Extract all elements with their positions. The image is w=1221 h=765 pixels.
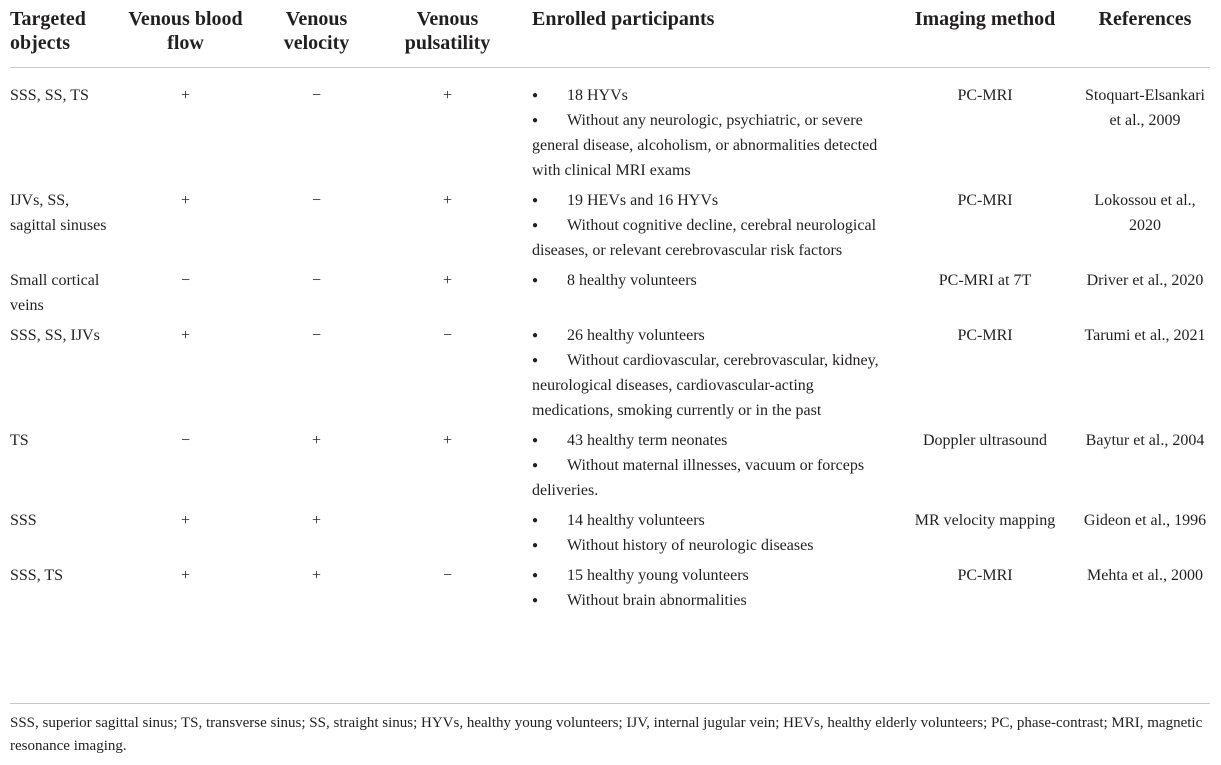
cell-enrolled-participants [520,188,890,268]
participant-bullet-item [532,188,890,213]
participant-text: Without history of neurologic diseases [567,537,814,554]
participant-text: 8 healthy volunteers [567,272,697,289]
cell-imaging-method: MR velocity mapping [914,512,1056,529]
cell-reference [1080,508,1210,563]
reference-year-link[interactable]: 2020 [1129,217,1161,234]
participant-text: Without maternal illnesses, vacuum or forceps deliveries. [532,457,865,499]
data-table [10,0,1210,625]
participant-bullet-item [532,108,890,183]
col-header-targeted-objects: Targeted objects [10,0,113,68]
cell-venous-pulsatility: + [442,87,453,104]
bullet-icon: ● [532,435,539,446]
bullet-icon: ● [532,115,539,126]
reference-authors-link[interactable]: Driver et al., [1086,272,1168,289]
bullet-icon: ● [532,355,539,366]
cell-targeted-objects: SSS, TS [10,567,64,584]
table-row [10,268,1210,323]
footnote-divider [10,703,1210,704]
reference-authors-link[interactable]: Mehta et al., [1087,567,1167,584]
col-header-imaging-method: Imaging method [890,0,1080,68]
reference-authors-link[interactable]: Stoquart-Elsankari et al., [1085,87,1205,129]
bullet-icon: ● [532,570,539,581]
cell-venous-pulsatility: − [442,327,453,344]
cell-venous-blood-flow: − [180,272,191,289]
cell-targeted-objects: SSS, SS, TS [10,87,89,104]
cell-venous-blood-flow: + [180,567,191,584]
cell-venous-blood-flow: − [180,432,191,449]
reference-authors-link[interactable]: Tarumi et al., [1084,327,1170,344]
table-body [10,68,1210,626]
cell-venous-pulsatility: + [442,192,453,209]
participant-bullet-item [532,83,890,108]
participant-bullet-item [532,508,890,533]
participant-text: 15 healthy young volunteers [567,567,749,584]
cell-reference [1080,428,1210,508]
col-header-venous-velocity: Venous velocity [258,0,375,68]
participant-bullet-item [532,563,890,588]
reference-year-link[interactable]: 2009 [1148,112,1181,129]
participant-text: 18 HYVs [567,87,628,104]
bullet-icon: ● [532,275,539,286]
cell-imaging-method: PC-MRI [957,327,1013,344]
participant-text: 14 healthy volunteers [567,512,705,529]
cell-targeted-objects: IJVs, SS, sagittal sinuses [10,192,107,234]
col-header-enrolled-participants: Enrolled participants [520,0,890,68]
cell-imaging-method: PC-MRI [957,567,1013,584]
cell-venous-velocity: − [311,87,322,104]
reference-year-link[interactable]: 1996 [1174,512,1207,529]
cell-venous-velocity: − [311,192,322,209]
cell-reference [1080,188,1210,268]
cell-imaging-method: Doppler ultrasound [923,432,1047,449]
cell-enrolled-participants [520,68,890,189]
reference-year-link[interactable]: 2020 [1171,272,1204,289]
reference-authors-link[interactable]: Baytur et al., [1085,432,1169,449]
reference-year-link[interactable]: 2004 [1172,432,1205,449]
cell-enrolled-participants [520,268,890,323]
cell-venous-blood-flow: + [180,192,191,209]
cell-enrolled-participants [520,323,890,428]
cell-imaging-method: PC-MRI [957,87,1013,104]
cell-targeted-objects: Small cortical veins [10,272,100,314]
cell-venous-velocity: − [311,327,322,344]
table-row [10,563,1210,625]
cell-venous-velocity: + [311,432,322,449]
table-row [10,188,1210,268]
cell-reference [1080,268,1210,323]
participant-text: 26 healthy volunteers [567,327,705,344]
cell-venous-velocity: + [311,567,322,584]
bullet-icon: ● [532,90,539,101]
cell-targeted-objects: SSS, SS, IJVs [10,327,100,344]
table-row [10,508,1210,563]
bullet-icon: ● [532,515,539,526]
cell-venous-velocity: − [311,272,322,289]
cell-venous-pulsatility: + [442,272,453,289]
col-header-references: References [1080,0,1210,68]
reference-year-link[interactable]: 2000 [1170,567,1203,584]
participant-bullet-item [532,533,890,558]
bullet-icon: ● [532,595,539,606]
cell-venous-blood-flow: + [180,87,191,104]
table-row [10,323,1210,428]
reference-year-link[interactable]: 2021 [1173,327,1206,344]
cell-venous-blood-flow: + [180,512,191,529]
participant-bullet-item [532,453,890,503]
header-row [10,0,1210,68]
cell-enrolled-participants [520,508,890,563]
participant-bullet-item [532,268,890,293]
table-footnote: SSS, superior sagittal sinus; TS, transverse sinus; SS, straight sinus; HYVs, healthy young volunteers; IJV, internal jugular vein; HEVs, healthy elderly volunteers; PC, phase-contrast; MRI, magnetic resonance imaging. [10,715,1203,754]
cell-enrolled-participants [520,563,890,625]
cell-reference [1080,563,1210,625]
bullet-icon: ● [532,540,539,551]
participant-text: Without cardiovascular, cerebrovascular, kidney, neurological diseases, cardiovascular-acting medications, smoking currently or in the past [532,352,879,419]
cell-venous-blood-flow: + [180,327,191,344]
participant-text: 19 HEVs and 16 HYVs [567,192,719,209]
cell-enrolled-participants [520,428,890,508]
cell-targeted-objects: TS [10,432,29,449]
reference-authors-link[interactable]: Lokossou et al., [1094,192,1196,209]
participant-text: 43 healthy term neonates [567,432,728,449]
cell-venous-pulsatility: − [442,567,453,584]
cell-venous-velocity: + [311,512,322,529]
cell-venous-pulsatility: + [442,432,453,449]
col-header-venous-pulsatility: Venous pulsatility [375,0,520,68]
table-row [10,68,1210,189]
cell-imaging-method: PC-MRI [957,192,1013,209]
participant-bullet-item [532,213,890,263]
participant-text: Without cognitive decline, cerebral neurological diseases, or relevant cerebrovascular risk factors [532,217,877,259]
participant-bullet-item [532,348,890,423]
participant-text: Without any neurologic, psychiatric, or severe general disease, alcoholism, or abnormalities detected with clinical MRI exams [532,112,878,179]
cell-imaging-method: PC-MRI at 7T [938,272,1032,289]
cell-reference [1080,68,1210,189]
bullet-icon: ● [532,195,539,206]
bullet-icon: ● [532,220,539,231]
bullet-icon: ● [532,460,539,471]
col-header-venous-blood-flow: Venous blood flow [113,0,258,68]
participant-bullet-item [532,588,890,613]
participant-bullet-item [532,323,890,348]
cell-targeted-objects: SSS [10,512,37,529]
participant-text: Without brain abnormalities [567,592,747,609]
bullet-icon: ● [532,330,539,341]
reference-authors-link[interactable]: Gideon et al., [1083,512,1171,529]
participant-bullet-item [532,428,890,453]
table-row [10,428,1210,508]
cell-venous-pulsatility [375,508,520,563]
cell-reference [1080,323,1210,428]
